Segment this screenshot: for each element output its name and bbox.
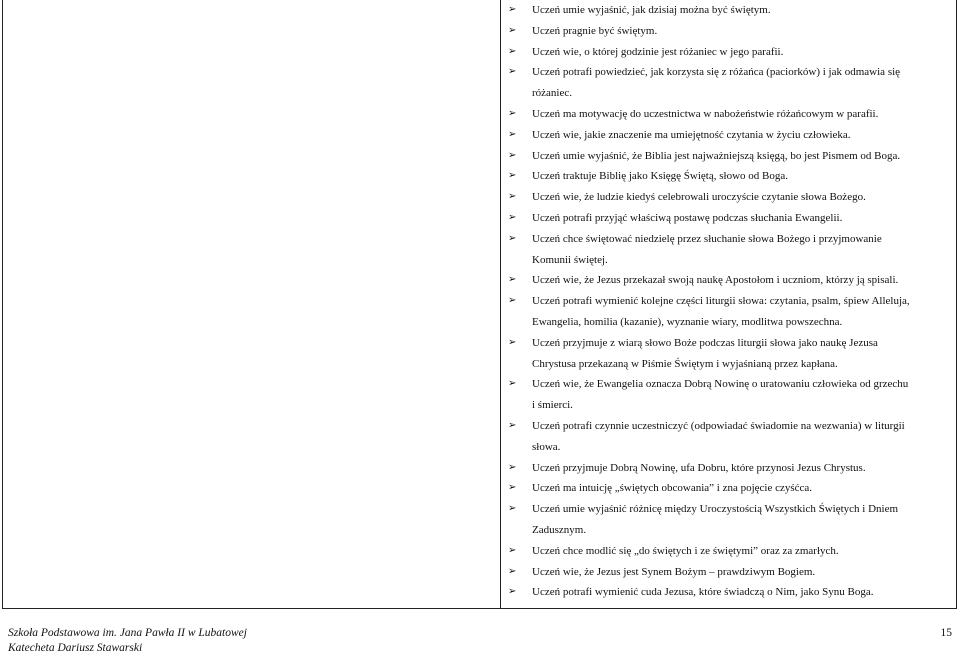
list-item-text: Uczeń wie, jakie znaczenie ma umiejętność czytania w życiu człowieka. <box>532 128 851 141</box>
arrow-bullet-icon: ➢ <box>508 170 517 182</box>
list-item-text: Uczeń wie, o której godzinie jest różaniec w jego parafii. <box>532 45 784 58</box>
list-item-text: Uczeń potrafi przyjąć właściwą postawę podczas słuchania Ewangelii. <box>532 211 843 224</box>
list-item-text: Komunii świętej. <box>532 253 608 266</box>
list-item-text: Uczeń traktuje Biblię jako Księgę Świętą, słowo od Boga. <box>532 170 788 183</box>
list-item-text: Uczeń potrafi wymienić kolejne części liturgii słowa: czytania, psalm, śpiew Alleluja, <box>532 295 910 308</box>
arrow-bullet-icon: ➢ <box>508 461 517 473</box>
list-item <box>508 499 948 541</box>
list-item <box>508 146 948 167</box>
list-item <box>508 42 948 63</box>
list-item-text: różaniec. <box>532 87 572 100</box>
list-item-text: i śmierci. <box>532 399 573 412</box>
column-divider <box>500 0 501 608</box>
arrow-bullet-icon: ➢ <box>508 565 517 577</box>
list-item-text: Chrystusa przekazaną w Piśmie Świętym i wyjaśnianą przez kapłana. <box>532 357 838 370</box>
list-item-text: Uczeń umie wyjaśnić różnicę między Uroczystością Wszystkich Świętych i Dniem <box>532 503 899 516</box>
list-item <box>508 333 948 375</box>
arrow-bullet-icon: ➢ <box>508 482 517 494</box>
arrow-bullet-icon: ➢ <box>508 295 517 307</box>
list-item <box>508 478 948 499</box>
list-item-text: Uczeń chce świętować niedzielę przez słuchanie słowa Bożego i przyjmowanie <box>532 232 882 245</box>
list-item <box>508 229 948 271</box>
list-item <box>508 416 948 458</box>
arrow-bullet-icon: ➢ <box>508 544 517 556</box>
arrow-bullet-icon: ➢ <box>508 128 517 140</box>
list-item-text: Ewangelia, homilia (kazanie), wyznanie wiary, modlitwa powszechna. <box>532 315 843 328</box>
page-footer <box>8 626 952 656</box>
arrow-bullet-icon: ➢ <box>508 191 517 203</box>
arrow-bullet-icon: ➢ <box>508 274 517 286</box>
list-item <box>508 0 948 21</box>
arrow-bullet-icon: ➢ <box>508 211 517 223</box>
arrow-bullet-icon: ➢ <box>508 4 517 15</box>
list-item <box>508 291 948 333</box>
list-item <box>508 62 948 104</box>
list-item <box>508 125 948 146</box>
list-item-text: Uczeń umie wyjaśnić, jak dzisiaj można być świętym. <box>532 4 771 16</box>
list-item <box>508 541 948 562</box>
arrow-bullet-icon: ➢ <box>508 336 517 348</box>
list-item <box>508 166 948 187</box>
list-item-text: Uczeń wie, że Ewangelia oznacza Dobrą Nowinę o uratowaniu człowieka od grzechu <box>532 378 909 391</box>
arrow-bullet-icon: ➢ <box>508 149 517 161</box>
list-item-text: Uczeń wie, że Jezus jest Synem Bożym – prawdziwym Bogiem. <box>532 565 816 578</box>
list-item-text: Uczeń ma intuicję „świętych obcowania” i zna pojęcie czyśćca. <box>532 482 813 495</box>
list-item-text: Uczeń pragnie być świętym. <box>532 24 658 37</box>
arrow-bullet-icon: ➢ <box>508 419 517 431</box>
list-item-text: Uczeń potrafi czynnie uczestniczyć (odpowiadać świadomie na wezwania) w liturgii <box>532 419 905 432</box>
arrow-bullet-icon: ➢ <box>508 503 517 515</box>
list-item-text: Uczeń wie, że ludzie kiedyś celebrowali uroczyście czytanie słowa Bożego. <box>532 191 866 204</box>
arrow-bullet-icon: ➢ <box>508 586 517 598</box>
arrow-bullet-icon: ➢ <box>508 107 517 119</box>
list-item-text: Uczeń wie, że Jezus przekazał swoją naukę Apostołom i uczniom, którzy ją spisali. <box>532 274 899 287</box>
list-item-text: Zadusznym. <box>532 523 587 536</box>
list-item-text: Uczeń umie wyjaśnić, że Biblia jest najważniejszą księgą, bo jest Pismem od Boga. <box>532 149 901 162</box>
arrow-bullet-icon: ➢ <box>508 66 517 78</box>
list-item-text: Uczeń przyjmuje z wiarą słowo Boże podczas liturgii słowa jako naukę Jezusa <box>532 336 878 349</box>
footer-teacher: Katecheta Dariusz Stawarski <box>8 642 143 654</box>
list-item <box>508 270 948 291</box>
arrow-bullet-icon: ➢ <box>508 232 517 244</box>
list-item <box>508 21 948 42</box>
list-item <box>508 458 948 479</box>
list-item-text: Uczeń potrafi powiedzieć, jak korzysta się z różańca (paciorków) i jak odmawia się <box>532 66 901 79</box>
list-item <box>508 374 948 416</box>
list-item-text: Uczeń potrafi wymienić cuda Jezusa, które świadczą o Nim, jako Synu Boga. <box>532 586 874 599</box>
list-item <box>508 104 948 125</box>
page-number: 15 <box>940 627 952 639</box>
footer-school: Szkoła Podstawowa im. Jana Pawła II w Lubatowej <box>8 627 247 639</box>
list-item <box>508 208 948 229</box>
arrow-bullet-icon: ➢ <box>508 378 517 390</box>
list-item <box>508 582 948 603</box>
list-item <box>508 562 948 583</box>
list-item-text: Uczeń przyjmuje Dobrą Nowinę, ufa Dobru, które przynosi Jezus Chrystus. <box>532 461 866 474</box>
arrow-bullet-icon: ➢ <box>508 24 517 36</box>
list-item-text: Uczeń ma motywację do uczestnictwa w nabożeństwie różańcowym w parafii. <box>532 107 879 120</box>
outcomes-list <box>508 0 948 603</box>
list-item-text: słowa. <box>532 440 561 453</box>
arrow-bullet-icon: ➢ <box>508 45 517 57</box>
list-item-text: Uczeń chce modlić się „do świętych i ze świętymi” oraz za zmarłych. <box>532 544 839 557</box>
list-item <box>508 187 948 208</box>
